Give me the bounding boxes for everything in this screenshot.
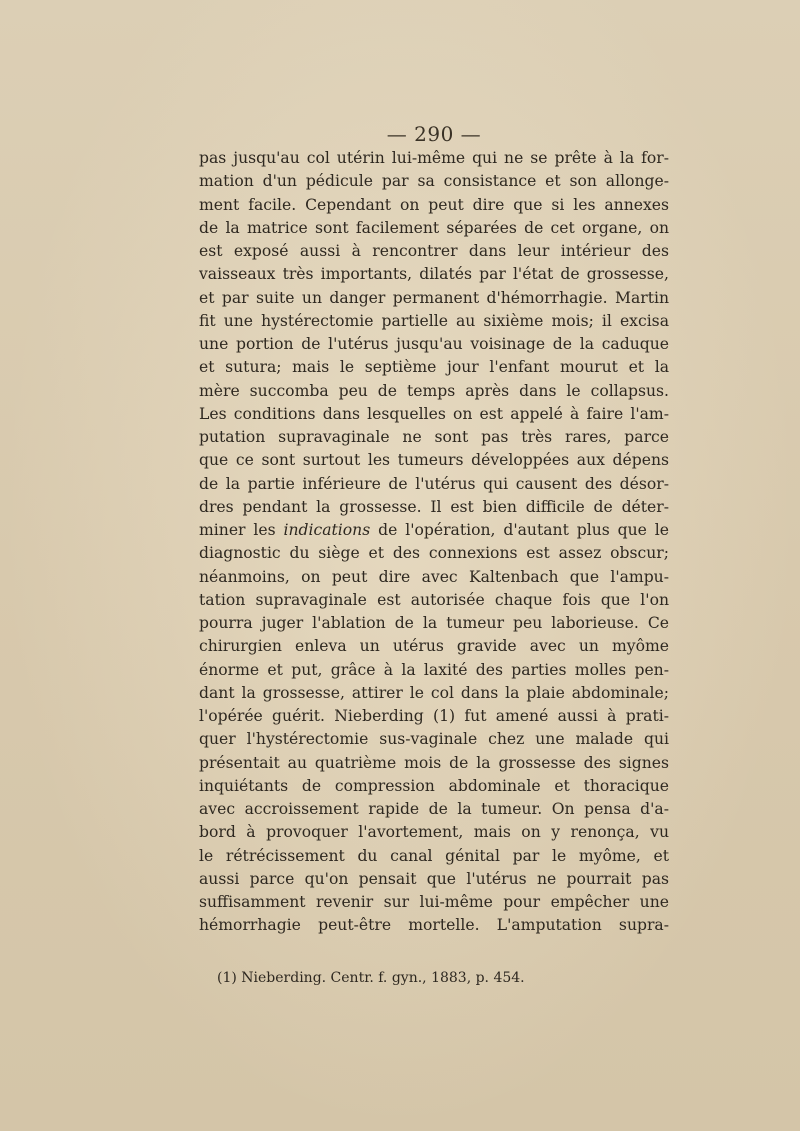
text-segment: de l'opération, d'autant plus que le — [370, 521, 669, 539]
text-line-with-italic — [199, 519, 669, 542]
text-line: et sutura; mais le septième jour l'enfant mourut et la — [199, 358, 669, 377]
text-line: tation supravaginale est autorisée chaque fois que l'on — [199, 590, 669, 609]
text-line: dres pendant la grossesse. Il est bien difficile de déter- — [199, 497, 669, 516]
text-line: néanmoins, on peut dire avec Kaltenbach que l'ampu- — [199, 567, 669, 586]
text-line: mation d'un pédicule par sa consistance et son allonge- — [199, 172, 669, 191]
text-line: diagnostic du siège et des connexions est assez obscur; — [199, 544, 669, 563]
footnote: (1) Nieberding. Centr. f. gyn., 1883, p. 454. — [217, 970, 525, 986]
text-line: inquiétants de compression abdominale et thoracique — [199, 776, 669, 795]
text-line: pourra juger l'ablation de la tumeur peu laborieuse. Ce — [199, 614, 669, 632]
text-line: présentait au quatrième mois de la grossesse des signes — [199, 753, 669, 772]
text-line: ment facile. Cependant on peut dire que si les annexes — [199, 195, 669, 214]
text-line: chirurgien enleva un utérus gravide avec un myôme — [199, 637, 669, 656]
text-line: pas jusqu'au col utérin lui-même qui ne se prête à la for- — [199, 149, 669, 167]
text-line: une portion de l'utérus jusqu'au voisinage de la caduque — [199, 335, 669, 353]
text-line: le rétrécissement du canal génital par le myôme, et — [199, 846, 669, 865]
text-line: dant la grossesse, attirer le col dans la plaie abdominale; — [199, 683, 669, 702]
text-line: quer l'hystérectomie sus-vaginale chez une malade qui — [199, 730, 669, 749]
page-number: — 290 — — [386, 122, 482, 146]
text-line: de la matrice sont facilement séparées de cet organe, on — [199, 218, 669, 237]
text-line: énorme et put, grâce à la laxité des parties molles pen- — [199, 660, 669, 679]
italic-word: indications — [283, 521, 371, 539]
text-line: hémorrhagie peut-être mortelle. L'amputation supra- — [199, 916, 669, 935]
text-line: est exposé aussi à rencontrer dans leur intérieur des — [199, 242, 669, 260]
text-line: de la partie inférieure de l'utérus qui causent des désor- — [199, 474, 669, 493]
body-text — [199, 147, 669, 938]
text-line: que ce sont surtout les tumeurs développées aux dépens — [199, 451, 669, 470]
text-line: l'opérée guérit. Nieberding (1) fut amené aussi à prati- — [199, 707, 669, 725]
text-line: suffisamment revenir sur lui-même pour empêcher une — [199, 893, 669, 911]
text-segment: miner les — [199, 521, 284, 539]
text-line: fit une hystérectomie partielle au sixième mois; il excisa — [199, 311, 669, 330]
text-line: bord à provoquer l'avortement, mais on y renonça, vu — [199, 823, 669, 842]
text-line: mère succomba peu de temps après dans le collapsus. — [199, 381, 669, 400]
text-line: putation supravaginale ne sont pas très rares, parce — [199, 428, 669, 446]
text-line: avec accroissement rapide de la tumeur. On pensa d'a- — [199, 800, 669, 818]
text-line: Les conditions dans lesquelles on est appelé à faire l'am- — [199, 404, 669, 423]
text-line: et par suite un danger permanent d'hémorrhagie. Martin — [199, 288, 669, 307]
text-line: vaisseaux très importants, dilatés par l'état de grossesse, — [199, 265, 669, 284]
text-line: aussi parce qu'on pensait que l'utérus ne pourrait pas — [199, 869, 669, 888]
